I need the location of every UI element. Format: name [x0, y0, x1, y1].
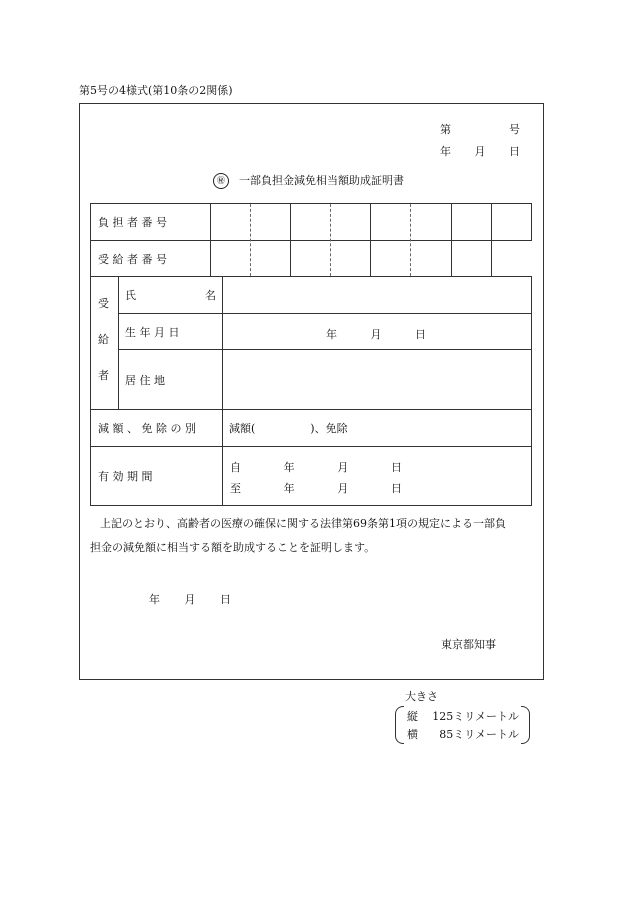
validity-to-year: 年 — [283, 482, 295, 495]
birthdate-label: 生 年 月 日 — [125, 325, 180, 339]
certification-date — [149, 591, 231, 607]
size-horizontal-label: 横 — [407, 728, 418, 741]
validity-from-prefix: 自 — [230, 461, 241, 474]
table-line — [370, 203, 371, 276]
name-label — [125, 277, 216, 313]
cert-month: 月 — [184, 593, 196, 606]
document-number — [440, 121, 520, 137]
validity-from-year: 年 — [283, 461, 295, 474]
issuer: 東京都知事 — [441, 638, 496, 651]
issue-date-top — [440, 143, 520, 159]
jukyusha-number-label: 受 給 者 番 号 — [98, 252, 167, 266]
seal-icon: ㊙ — [213, 173, 229, 189]
size-vertical-value: 125ミリメートル — [432, 710, 519, 723]
table-line — [451, 203, 452, 276]
cert-year: 年 — [149, 593, 160, 606]
validity-to-prefix: 至 — [230, 482, 241, 495]
jukyusha-char-1: 受 — [98, 297, 109, 310]
validity-to-month: 月 — [337, 482, 349, 495]
brace-right-icon — [521, 706, 530, 744]
validity-from-day: 日 — [390, 461, 402, 474]
number-go: 号 — [509, 123, 520, 136]
birthdate-value — [326, 326, 426, 342]
size-vertical-label: 縦 — [407, 710, 418, 723]
table-line — [491, 240, 532, 241]
table-line — [222, 276, 223, 506]
birth-year: 年 — [326, 328, 337, 341]
size-title: 大きさ — [405, 690, 438, 703]
certification-line-2: 担金の減免額に相当する額を助成することを証明します。 — [90, 541, 376, 554]
size-horizontal-value: 85ミリメートル — [439, 728, 519, 741]
table-line — [90, 505, 532, 506]
size-note — [395, 706, 530, 744]
address-label: 居 住 地 — [125, 373, 165, 387]
jukyusha-char-3: 者 — [98, 369, 109, 382]
size-vertical — [407, 708, 519, 724]
form-label: 第5号の4様式(第10条の2関係) — [79, 84, 233, 97]
validity-from — [230, 459, 402, 475]
jukyusha-group-label — [98, 297, 112, 383]
table-line — [210, 203, 211, 276]
name-label-b: 名 — [205, 289, 216, 302]
table-line — [90, 203, 91, 506]
reduction-value: 減額( )、免除 — [229, 422, 348, 435]
date-day: 日 — [509, 145, 520, 158]
digit-separator — [250, 204, 251, 276]
name-label-a: 氏 — [125, 289, 136, 302]
cert-day: 日 — [220, 593, 231, 606]
futansha-number-label: 負 担 者 番 号 — [98, 216, 167, 229]
birth-day: 日 — [415, 328, 426, 341]
date-year: 年 — [440, 145, 451, 158]
validity-label: 有 効 期 間 — [98, 470, 153, 483]
brace-left-icon — [395, 706, 404, 744]
validity-to — [230, 480, 402, 496]
table-line — [290, 203, 291, 276]
table-line — [491, 276, 532, 277]
certification-line-1: 上記のとおり、高齢者の医療の確保に関する法律第69条第1項の規定による一部負 — [100, 517, 506, 530]
validity-from-month: 月 — [337, 461, 349, 474]
validity-to-day: 日 — [390, 482, 402, 495]
jukyusha-char-2: 給 — [98, 333, 109, 346]
certification-text — [90, 512, 530, 560]
document-title — [213, 172, 404, 189]
title-text: 一部負担金減免相当額助成証明書 — [239, 174, 404, 187]
reduction-label: 減 額 、 免 除 の 別 — [98, 422, 196, 435]
table-line — [118, 276, 119, 409]
birth-month: 月 — [370, 328, 382, 341]
date-month: 月 — [474, 145, 486, 158]
number-dai: 第 — [440, 123, 451, 136]
table-mask — [531, 240, 532, 276]
digit-separator — [410, 204, 411, 276]
size-horizontal — [407, 726, 519, 742]
digit-separator — [330, 204, 331, 276]
